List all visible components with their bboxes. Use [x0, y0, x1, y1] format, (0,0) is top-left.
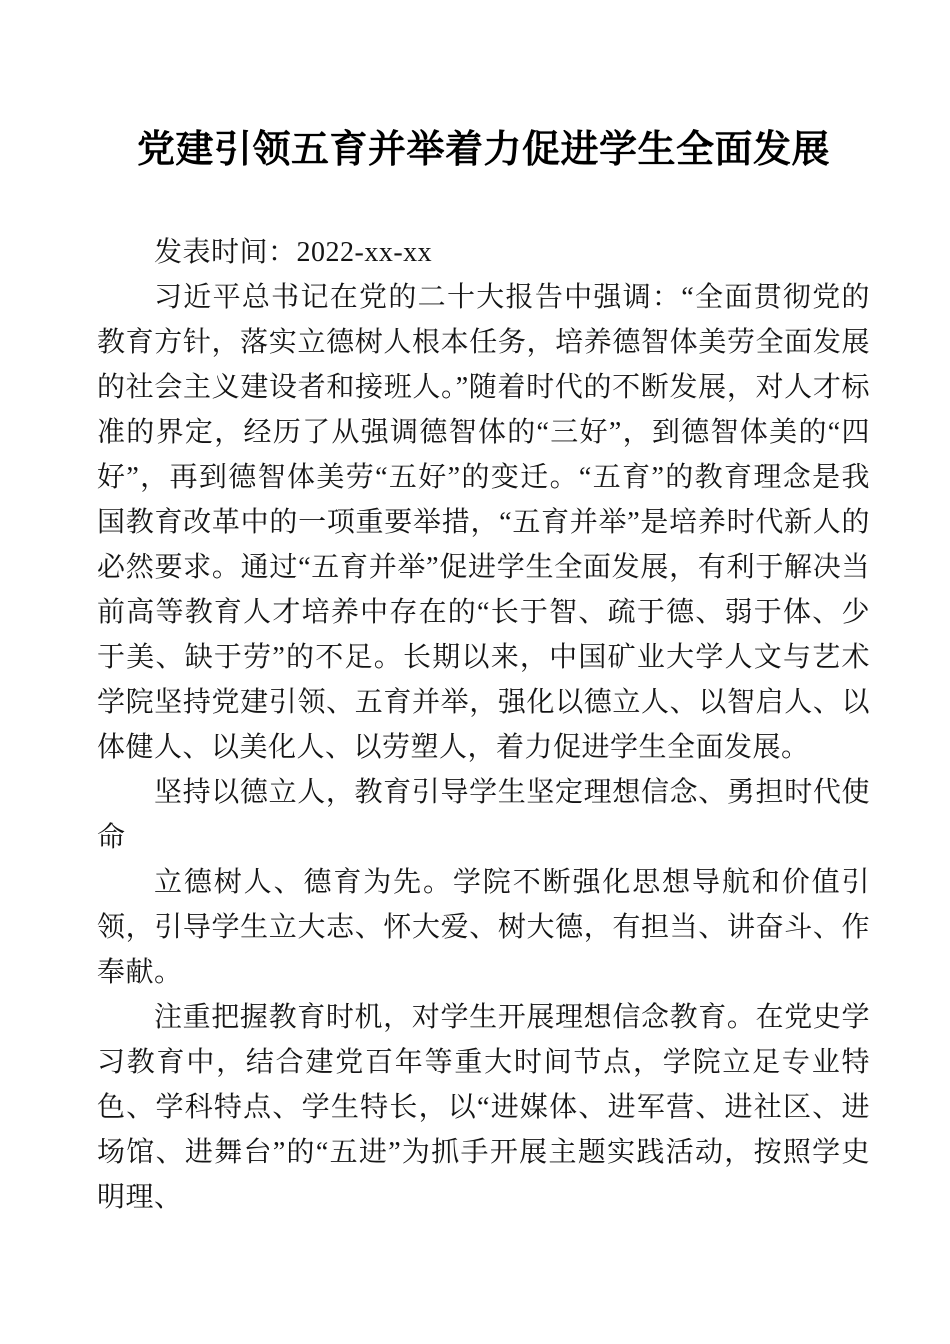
document-title: 党建引领五育并举着力促进学生全面发展: [136, 129, 830, 171]
document-body: [97, 122, 870, 1220]
paragraph-moral-first: 立德树人、德育为先。学院不断强化思想导航和价值引领，引导学生立大志、怀大爱、树大德，有担当、讲奋斗、作奉献。: [97, 867, 870, 988]
paragraph-intro: 习近平总书记在党的二十大报告中强调：“全面贯彻党的教育方针，落实立德树人根本任务，培养德智体美劳全面发展的社会主义建设者和接班人。”随着时代的不断发展，对人才标准的界定，经历了从强调德智体的“三好”，到德智体美的“四好”，再到德智体美劳“五好”的变迁。“五育”的教育理念是我国教育改革中的一项重要举措，“五育并举”是培养时代新人的必然要求。通过“五育并举”促进学生全面发展，有利于解决当前高等教育人才培养中存在的“长于智、疏于德、弱于体、少于美、缺于劳”的不足。长期以来，中国矿业大学人文与艺术学院坚持党建引领、五育并举，强化以德立人、以智启人、以体健人、以美化人、以劳塑人，着力促进学生全面发展。: [97, 282, 870, 763]
paragraph-education-timing: 注重把握教育时机，对学生开展理想信念教育。在党史学习教育中，结合建党百年等重大时间节点，学院立足专业特色、学科特点、学生特长，以“进媒体、进军营、进社区、进场馆、进舞台”的“五进”为抓手开展主题实践活动，按照学史明理、: [97, 1002, 870, 1213]
paragraph-subheading-moral-education: 坚持以德立人，教育引导学生坚定理想信念、勇担时代使命: [97, 777, 870, 853]
publish-time: 发表时间：2022-xx-xx: [154, 237, 433, 268]
